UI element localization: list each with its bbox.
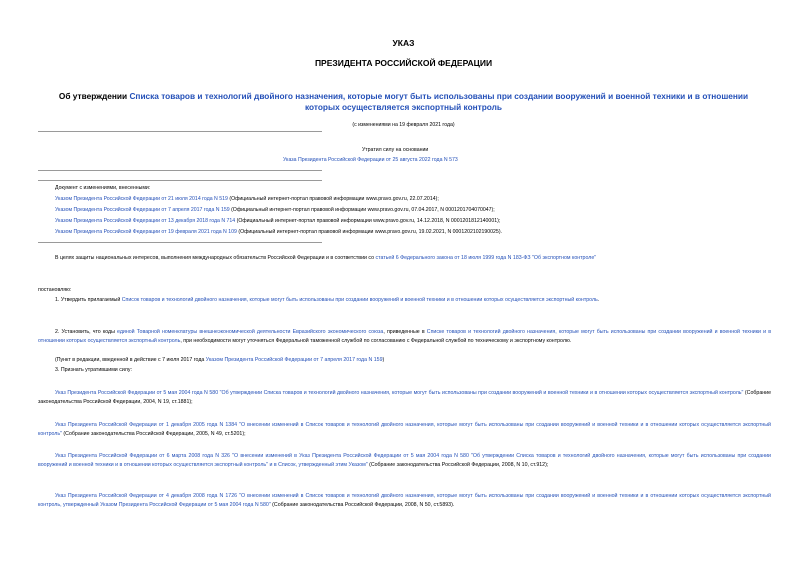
divider — [38, 131, 322, 132]
repealed-act — [38, 492, 771, 510]
divider — [38, 242, 322, 243]
clause-2 — [38, 328, 771, 346]
clause-2-text-b: , приведенные в — [383, 329, 427, 335]
repealed-act-source: (Собрание законодательства Российской Федерации, 2005, N 49, ст.5201); — [61, 431, 246, 437]
changes-item — [55, 196, 439, 202]
changes-item-link[interactable]: Указом Президента Российской Федерации от 7 апреля 2017 года N 159 — [55, 207, 230, 213]
preamble-text: В целях защиты национальных интересов, выполнения международных обязательств Российской Федерации и в соответствии со — [55, 255, 376, 261]
changes-heading: Документ с изменениями, внесенными: — [55, 185, 151, 191]
clause-2-text-c: , при необходимости могут уточняться Федеральной таможенной службой по согласованию с Федеральной службой по техническому и экспортному контролю. — [180, 338, 572, 344]
changes-item-source: (Официальный интернет-портал правовой информации www.pravo.gov.ru, 14.12.2018, N 0001201812140001); — [235, 218, 501, 224]
edition-note — [38, 356, 771, 365]
decree-word: постановляю: — [38, 287, 72, 293]
changes-item-link[interactable]: Указом Президента Российской Федерации от 13 декабря 2018 года N 714 — [55, 218, 236, 224]
amendment-note: (с изменениями на 19 февраля 2021 года) — [352, 122, 455, 128]
changes-item — [55, 229, 502, 235]
repealed-act-link[interactable]: Указ Президента Российской Федерации от 4 декабря 2008 года N 1726 "О внесении изменений в Список товаров и технологий двойного назначения, которые могут быть использованы при создании вооружений и военной техники и в отношении которых осуществляется экспортный контроль, утвержденный Указом Президента Российской Федерации от 5 мая 2004 года N 580" — [38, 493, 771, 508]
clause-1-end: . — [597, 297, 600, 303]
changes-item-link[interactable]: Указом Президента Российской Федерации от 19 февраля 2021 года N 109 — [55, 229, 237, 235]
changes-item — [55, 218, 500, 224]
expiry-link[interactable]: Указа Президента Российской Федерации от 25 августа 2022 года N 573 — [283, 157, 458, 163]
clause-3: 3. Признать утратившими силу: — [55, 367, 132, 373]
repealed-act-link[interactable]: Указ Президента Российской Федерации от 5 мая 2004 года N 580 "Об утверждении Списка товаров и технологий двойного назначения, которые могут быть использованы при создании вооружений и военной техники и в отношении которых осуществляется экспортный контроль" — [55, 390, 744, 396]
changes-item — [55, 207, 495, 213]
divider — [38, 180, 322, 181]
changes-item-source: (Официальный интернет-портал правовой информации www.pravo.gov.ru, 07.04.2017, N 0001201704070047); — [229, 207, 495, 213]
repealed-act-link[interactable]: Указ Президента Российской Федерации от 6 марта 2008 года N 326 "О внесении изменений в Указ Президента Российской Федерации от 5 мая 2004 года N 580 "Об утверждении Списка товаров и технологий двойного назначения, которые могут быть использованы при создании вооружений и военной техники и в отношении которых осуществляется экспортный контроль" и в Список, утвержденный этим Указом" — [38, 453, 771, 468]
repealed-act — [38, 421, 771, 439]
doc-type-heading: УКАЗ — [392, 38, 415, 48]
clause-1 — [38, 296, 771, 305]
amending-decree-link[interactable]: Указом Президента Российской Федерации от 7 апреля 2017 года N 159 — [205, 357, 383, 363]
repealed-act-source: (Собрание законодательства Российской Федерации, 2004, N 19, ст.1881); — [38, 390, 771, 405]
repealed-act-source: (Собрание законодательства Российской Федерации, 2008, N 10, ст.912); — [367, 462, 549, 468]
repealed-act-link[interactable]: Указ Президента Российской Федерации от 1 декабря 2005 года N 1384 "О внесении изменений в Список товаров и технологий двойного назначения, которые могут быть использованы при создании вооружений и военной техники и в отношении которых осуществляется экспортный контроль" — [38, 422, 771, 437]
law-article-link[interactable]: статьей 6 Федерального закона от 18 июля 1999 года N 183-ФЗ "Об экспортном контроле" — [375, 255, 597, 261]
issuer-heading: ПРЕЗИДЕНТА РОССИЙСКОЙ ФЕДЕРАЦИИ — [314, 58, 493, 68]
title-list-link[interactable]: Списка товаров и технологий двойного назначения, которые могут быть использованы при создании вооружений и военной техники и в отношении которых осуществляется экспортный контроль — [129, 91, 749, 112]
tnved-link[interactable]: единой Товарной номенклатуры внешнеэкономической деятельности Евразийского экономического союза — [117, 329, 384, 335]
repealed-act-source: (Собрание законодательства Российской Федерации, 2008, N 50, ст.5893). — [270, 502, 455, 508]
changes-item-source: (Официальный интернет-портал правовой информации www.pravo.gov.ru, 19.02.2021, N 0001202102190025). — [236, 229, 502, 235]
clause-1-text: 1. Утвердить прилагаемый — [55, 297, 122, 303]
divider — [38, 170, 322, 171]
repealed-act — [38, 389, 771, 407]
title-prefix: Об утверждении — [58, 91, 130, 101]
edition-note-end: ) — [382, 357, 385, 363]
document-title — [48, 91, 759, 113]
repealed-act — [38, 452, 771, 470]
changes-item-link[interactable]: Указом Президента Российской Федерации от 21 июля 2014 года N 519 — [55, 196, 228, 202]
expiry-label: Утратил силу на основании — [362, 147, 429, 153]
edition-note-text: (Пункт в редакции, введенной в действие с 7 июля 2017 года — [55, 357, 206, 363]
list-link[interactable]: Список товаров и технологий двойного назначения, которые могут быть использованы при создании вооружений и военной техники и в отношении которых осуществляется экспортный контроль — [121, 297, 598, 303]
preamble-paragraph — [38, 254, 771, 263]
changes-item-source: (Официальный интернет-портал правовой информации www.pravo.gov.ru, 22.07.2014); — [227, 196, 439, 202]
list-link[interactable]: Списке товаров и технологий двойного назначения, которые могут быть использованы при создании вооружений и военной техники и в отношении которых осуществляется экспортный контроль — [38, 329, 771, 344]
clause-2-text: 2. Установить, что коды — [55, 329, 118, 335]
